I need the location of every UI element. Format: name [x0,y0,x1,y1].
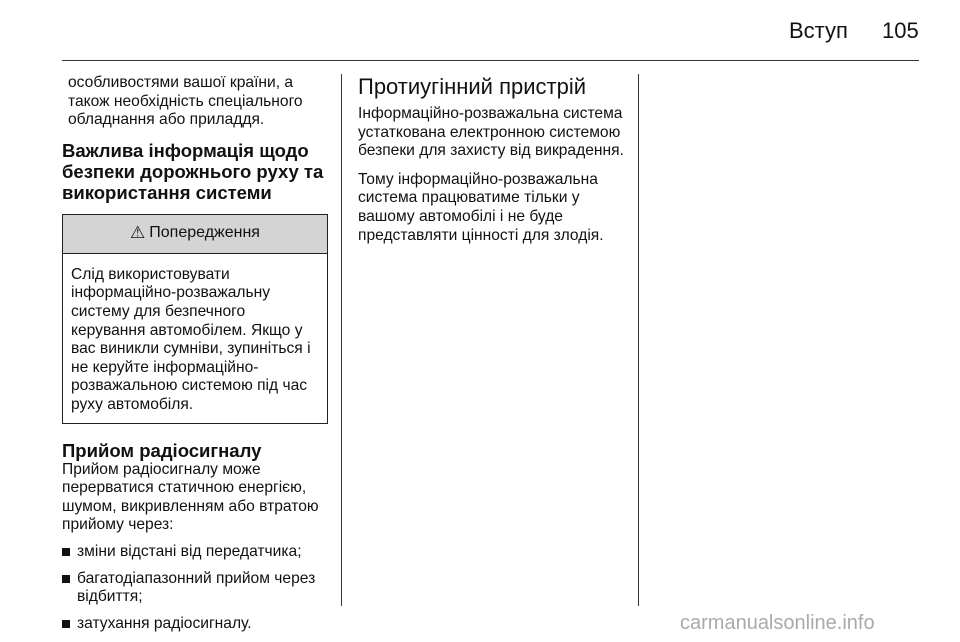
anti-theft-paragraph-1: Інформаційно-розважальна система устаткована електронною системою безпеки для захисту від викрадення. [358,105,624,160]
column-divider-2 [638,74,639,606]
warning-label: Попередження [149,224,260,242]
safety-heading: Важлива інформація щодо безпеки дорожнього руху та використання системи [62,139,324,203]
list-item: затухання радіосигналу. [62,615,328,634]
page-number: 105 [882,18,919,43]
list-item: багатодіапазонний прийом через відбиття; [62,570,328,607]
warning-header [63,215,327,254]
left-column [62,74,328,641]
page-header [0,0,960,60]
anti-theft-paragraph-2: Тому інформаційно-розважальна система працюватиме тільки у вашому автомобілі і не буде представляти цінності для злодія. [358,170,604,244]
column-divider-1 [341,74,342,606]
header-rule [62,60,919,61]
watermark: carmanualsonline.info [680,612,875,634]
warning-body [63,254,327,423]
warning-text: Слід використовувати інформаційно-розважальну систему для безпечного керування автомобілем. Якщо у вас виникли сумніви, зупиніться і не керуйте інформаційно-розважальною системою під час руху автомобіля. [71,265,311,413]
warning-box [62,214,328,424]
intro-paragraph: особливостями вашої країни, а також необхідність спеціального обладнання або приладдя. [68,74,303,129]
radio-heading: Прийом радіосигналу [62,439,262,461]
warning-triangle-icon: ⚠ [130,223,146,243]
right-column [358,74,628,255]
anti-theft-heading: Протиугінний пристрій [358,74,586,99]
header-title: Вступ [789,18,848,43]
radio-bullet-list [62,543,328,633]
list-item: зміни відстані від передатчика; [62,543,328,562]
radio-paragraph: Прийом радіосигналу може перерватися статичною енергією, шумом, викривленням або втратою прийому через: [62,460,319,534]
